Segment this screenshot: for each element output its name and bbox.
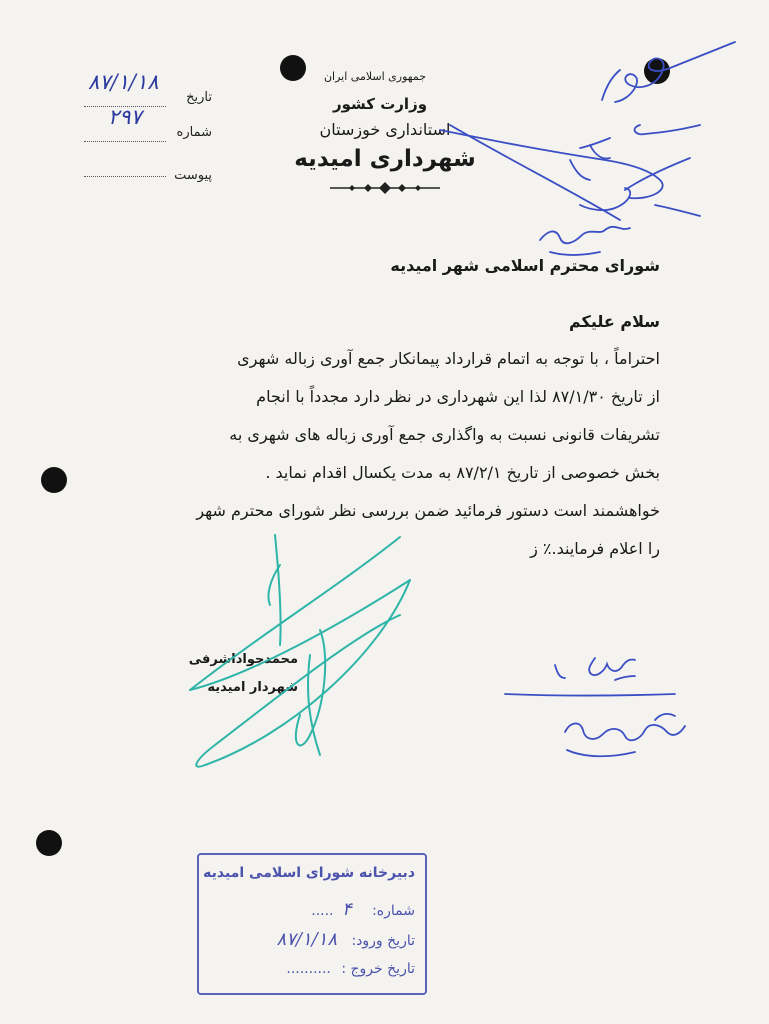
mayor-signature bbox=[170, 525, 430, 785]
punch-hole-middle bbox=[41, 467, 67, 493]
number-dots bbox=[84, 127, 166, 142]
header-municipality: شهرداری امیدیه bbox=[294, 146, 476, 172]
header-province: استانداری خوزستان bbox=[319, 120, 451, 139]
body-line: از تاریخ ۸۷/۱/۳۰ لذا این شهرداری در نظر دارد مجدداً با انجام bbox=[256, 387, 660, 406]
stamp-title: دبیرخانه شورای اسلامی امیدیه bbox=[203, 865, 415, 881]
number-label: شماره bbox=[176, 125, 212, 140]
stamp-number-row: شماره: ۴ ..... bbox=[311, 899, 415, 920]
stamp-number-label: شماره: bbox=[372, 903, 415, 919]
header-ministry: وزارت کشور bbox=[332, 95, 428, 113]
handwritten-initials bbox=[495, 640, 705, 770]
number-value: ۲۹۷ bbox=[108, 105, 142, 129]
header-ornament bbox=[330, 180, 440, 196]
stamp-number-value: ۴ bbox=[341, 899, 352, 920]
date-label: تاریخ bbox=[186, 90, 212, 105]
date-value: ۸۷/۱/۱۸ bbox=[88, 70, 159, 94]
attachment-label: پیوست bbox=[174, 168, 212, 183]
signatory-title: شهردار امیدیه bbox=[207, 680, 298, 695]
body-line: خواهشمند است دستور فرمائید ضمن بررسی نظر شورای محترم شهر bbox=[196, 501, 660, 520]
header-republic: جمهوری اسلامی ایران bbox=[323, 70, 427, 83]
stamp-exit-date-label: تاریخ خروج : bbox=[341, 961, 415, 977]
handwritten-referral-note bbox=[430, 30, 760, 260]
body-line: تشریفات قانونی نسبت به واگذاری جمع آوری زباله های شهری به bbox=[229, 425, 660, 444]
punch-hole-bottom bbox=[36, 830, 62, 856]
stamp-exit-row: تاریخ خروج : .......... bbox=[286, 961, 415, 977]
body-line: بخش خصوصی از تاریخ ۸۷/۲/۱ به مدت یکسال اقدام نماید . bbox=[265, 463, 660, 482]
recipient: شورای محترم اسلامی شهر امیدیه bbox=[390, 256, 660, 275]
stamp-entry-date-value: ۸۷/۱/۱۸ bbox=[276, 929, 337, 950]
stamp-entry-row bbox=[277, 929, 415, 950]
greeting: سلام علیکم bbox=[568, 312, 660, 331]
secretariat-stamp bbox=[197, 853, 427, 995]
body-line: احتراماً ، با توجه به اتمام قرارداد پیمانکار جمع آوری زباله شهری bbox=[237, 349, 660, 368]
body-line: را اعلام فرمایند.٪ ز bbox=[530, 539, 660, 558]
attachment-dots bbox=[84, 162, 166, 177]
stamp-entry-date-label: تاریخ ورود: bbox=[351, 933, 415, 949]
signatory-name: محمدجواداشرفی bbox=[188, 652, 298, 667]
